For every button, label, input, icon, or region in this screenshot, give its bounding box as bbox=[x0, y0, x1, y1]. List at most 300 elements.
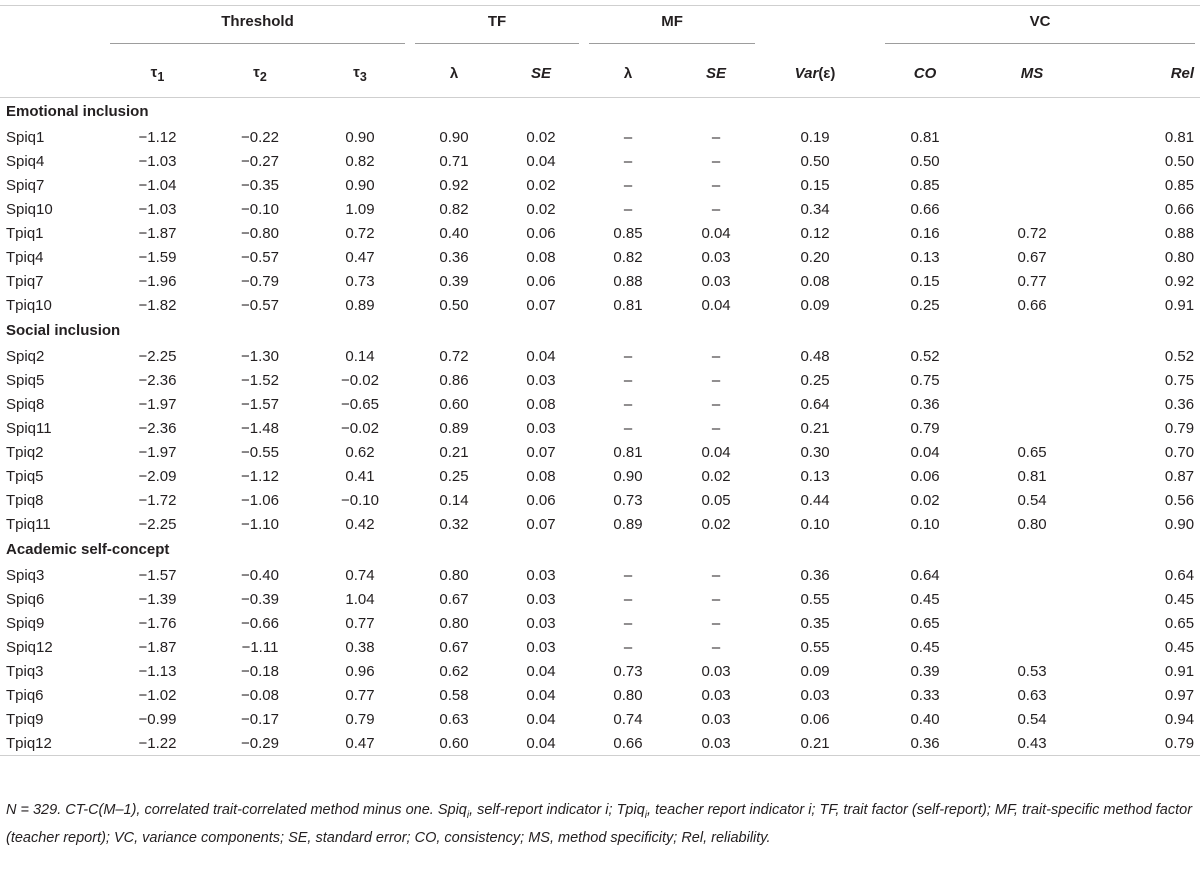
table-cell bbox=[980, 149, 1084, 173]
table-cell: −0.29 bbox=[210, 731, 310, 756]
table-cell: – bbox=[623, 152, 633, 170]
table-cell: 0.90 bbox=[345, 176, 375, 194]
table-cell: – bbox=[711, 347, 721, 365]
table-cell: 0.03 bbox=[672, 731, 760, 756]
row-label: Spiq2 bbox=[6, 347, 45, 365]
table-cell: −2.36 bbox=[138, 371, 177, 389]
table-cell: 0.72 bbox=[439, 347, 469, 365]
table-cell: – bbox=[623, 371, 633, 389]
row-label: Tpiq11 bbox=[6, 515, 51, 533]
table-cell: 0.04 bbox=[526, 686, 556, 704]
table-cell: 0.19 bbox=[800, 128, 830, 146]
table-cell: 0.21 bbox=[439, 443, 469, 461]
row-label: Spiq5 bbox=[6, 371, 45, 389]
row-label: Tpiq7 bbox=[6, 272, 44, 290]
row-label: Spiq7 bbox=[6, 176, 45, 194]
table-cell: – bbox=[623, 200, 633, 218]
row-label: Spiq8 bbox=[6, 395, 45, 413]
table-cell: 0.39 bbox=[910, 662, 940, 680]
table-cell: −0.55 bbox=[241, 443, 279, 461]
table-cell: 0.56 bbox=[1164, 491, 1195, 509]
table-cell: 0.16 bbox=[910, 224, 940, 242]
table-cell: 0.88 bbox=[613, 272, 643, 290]
tau1-header: $\tau_1$ bbox=[105, 50, 210, 98]
table-cell: 0.80 bbox=[1017, 515, 1047, 533]
row-label: Tpiq9 bbox=[6, 710, 44, 728]
table-cell bbox=[980, 344, 1084, 368]
table-cell: −0.80 bbox=[241, 224, 279, 242]
table-cell: 0.04 bbox=[526, 152, 556, 170]
table-cell: 0.03 bbox=[701, 710, 731, 728]
table-cell: −1.06 bbox=[241, 491, 279, 509]
co-header: CO bbox=[870, 50, 980, 98]
table-cell: – bbox=[623, 638, 633, 656]
table-cell: −1.87 bbox=[138, 224, 177, 242]
table-row bbox=[0, 683, 1200, 707]
table-cell: 0.04 bbox=[526, 347, 556, 365]
table-cell: −1.76 bbox=[138, 614, 177, 632]
table-cell: −0.35 bbox=[241, 176, 279, 194]
table-row bbox=[0, 173, 1200, 197]
table-cell: – bbox=[623, 590, 633, 608]
table-row bbox=[0, 368, 1200, 392]
table-cell: −1.30 bbox=[241, 347, 279, 365]
table-cell: 0.73 bbox=[613, 491, 643, 509]
table-cell: −1.57 bbox=[138, 566, 177, 584]
table-cell: 0.15 bbox=[800, 176, 830, 194]
table-cell: 0.81 bbox=[910, 128, 940, 146]
table-row bbox=[0, 464, 1200, 488]
table-cell: 0.21 bbox=[760, 731, 870, 756]
table-cell: 0.06 bbox=[526, 272, 556, 290]
table-row bbox=[0, 416, 1200, 440]
table-cell: 0.77 bbox=[345, 686, 375, 704]
table-cell: – bbox=[711, 566, 721, 584]
table-cell: −0.18 bbox=[241, 662, 279, 680]
table-cell: 0.03 bbox=[526, 590, 556, 608]
table-cell: 0.06 bbox=[800, 710, 830, 728]
table-row bbox=[0, 440, 1200, 464]
table-cell: – bbox=[711, 128, 721, 146]
table-cell: 0.64 bbox=[1164, 566, 1195, 584]
table-cell: 0.08 bbox=[526, 395, 556, 413]
tf-lambda-header: λ bbox=[410, 50, 498, 98]
table-cell: 0.34 bbox=[800, 200, 830, 218]
table-cell: 0.21 bbox=[800, 419, 830, 437]
table-cell: – bbox=[623, 347, 633, 365]
table-cell: 0.03 bbox=[526, 566, 556, 584]
table-cell: 0.04 bbox=[498, 731, 584, 756]
table-cell: −0.08 bbox=[241, 686, 279, 704]
table-cell: 0.60 bbox=[439, 395, 469, 413]
section-title: Emotional inclusion bbox=[6, 103, 149, 120]
table-cell: 0.96 bbox=[345, 662, 375, 680]
table-cell: 0.63 bbox=[1017, 686, 1047, 704]
table-cell bbox=[980, 125, 1084, 149]
table-cell: 0.06 bbox=[526, 224, 556, 242]
table-cell: 0.70 bbox=[1164, 443, 1195, 461]
table-cell: 0.08 bbox=[526, 248, 556, 266]
column-header-row bbox=[0, 50, 1200, 98]
table-cell: 0.80 bbox=[1164, 248, 1195, 266]
table-cell: 0.45 bbox=[910, 638, 940, 656]
table-cell: −1.10 bbox=[241, 515, 279, 533]
table-cell: 0.02 bbox=[526, 128, 556, 146]
mf-group-header: MF bbox=[584, 6, 760, 51]
table-cell: 0.36 bbox=[800, 566, 830, 584]
table-cell: 0.66 bbox=[910, 200, 940, 218]
table-cell: 0.36 bbox=[910, 395, 940, 413]
table-cell: 0.97 bbox=[1164, 686, 1195, 704]
section-title: Academic self-concept bbox=[6, 541, 170, 558]
table-cell: 0.90 bbox=[439, 128, 469, 146]
table-cell: – bbox=[711, 638, 721, 656]
table-row bbox=[0, 635, 1200, 659]
table-cell: 0.36 bbox=[1164, 395, 1195, 413]
row-label: Tpiq2 bbox=[6, 443, 44, 461]
table-cell: 0.91 bbox=[1164, 296, 1195, 314]
table-cell: 0.60 bbox=[410, 731, 498, 756]
table-cell: −1.22 bbox=[105, 731, 210, 756]
table-cell: 0.32 bbox=[439, 515, 469, 533]
table-row bbox=[0, 392, 1200, 416]
table-cell: 0.50 bbox=[1164, 152, 1195, 170]
table-cell: −0.79 bbox=[241, 272, 279, 290]
table-cell: 0.66 bbox=[1164, 200, 1195, 218]
table-cell: 0.25 bbox=[800, 371, 830, 389]
table-cell: 0.33 bbox=[910, 686, 940, 704]
tau2-header: $\tau_2$ bbox=[210, 50, 310, 98]
table-cell: 0.90 bbox=[345, 128, 375, 146]
table-cell: 0.92 bbox=[1164, 272, 1195, 290]
row-label: Tpiq3 bbox=[6, 662, 44, 680]
table-cell: −0.02 bbox=[341, 419, 379, 437]
table-cell: 0.67 bbox=[439, 638, 469, 656]
table-cell: 0.07 bbox=[526, 296, 556, 314]
table-cell: 0.04 bbox=[701, 443, 731, 461]
table-cell: 0.04 bbox=[701, 224, 731, 242]
table-cell: 0.89 bbox=[613, 515, 643, 533]
table-cell: 0.06 bbox=[910, 467, 940, 485]
table-cell: – bbox=[623, 419, 633, 437]
table-cell: −0.99 bbox=[138, 710, 177, 728]
row-label: Tpiq6 bbox=[6, 686, 44, 704]
table-cell: 0.90 bbox=[613, 467, 643, 485]
table-cell: 0.03 bbox=[701, 248, 731, 266]
table-row bbox=[0, 293, 1200, 317]
table-cell: 0.04 bbox=[701, 296, 731, 314]
table-cell: −2.25 bbox=[138, 515, 177, 533]
table-cell: – bbox=[623, 176, 633, 194]
section-header-row bbox=[0, 98, 1200, 126]
row-label: Spiq6 bbox=[6, 590, 45, 608]
row-label: Tpiq1 bbox=[6, 224, 44, 242]
table-cell: 0.06 bbox=[526, 491, 556, 509]
table-cell: 0.40 bbox=[910, 710, 940, 728]
table-cell bbox=[980, 197, 1084, 221]
table-cell: −0.02 bbox=[341, 371, 379, 389]
table-cell: −0.22 bbox=[241, 128, 279, 146]
table-row bbox=[0, 221, 1200, 245]
table-cell: 0.75 bbox=[1164, 371, 1195, 389]
table-row bbox=[0, 659, 1200, 683]
table-cell: −2.09 bbox=[138, 467, 177, 485]
table-cell: 0.02 bbox=[910, 491, 940, 509]
threshold-group-header: Threshold bbox=[105, 6, 410, 51]
table-cell: 0.85 bbox=[1164, 176, 1195, 194]
table-cell: 0.02 bbox=[526, 176, 556, 194]
table-cell: 0.48 bbox=[800, 347, 830, 365]
table-cell: 0.25 bbox=[439, 467, 469, 485]
table-cell: 0.35 bbox=[800, 614, 830, 632]
table-cell: 0.62 bbox=[345, 443, 375, 461]
table-cell: 0.89 bbox=[345, 296, 375, 314]
table-row bbox=[0, 245, 1200, 269]
table-cell: 0.85 bbox=[910, 176, 940, 194]
table-cell: 0.54 bbox=[1017, 710, 1047, 728]
table-cell: 0.52 bbox=[1164, 347, 1195, 365]
table-cell: 0.44 bbox=[800, 491, 830, 509]
table-cell: −2.36 bbox=[138, 419, 177, 437]
table-cell: 0.82 bbox=[345, 152, 375, 170]
table-cell: 0.79 bbox=[1164, 419, 1195, 437]
table-cell: 0.47 bbox=[310, 731, 410, 756]
table-cell: 0.55 bbox=[800, 638, 830, 656]
table-cell: 0.58 bbox=[439, 686, 469, 704]
table-cell: −1.02 bbox=[138, 686, 177, 704]
table-cell: 0.41 bbox=[345, 467, 375, 485]
table-cell: 0.66 bbox=[584, 731, 672, 756]
table-cell: −0.57 bbox=[241, 248, 279, 266]
vc-group-header: VC bbox=[870, 6, 1200, 51]
table-footnote: N = 329. CT-C(M–1), correlated trait-correlated method minus one. Spiq$_i$, self-report indicator i; Tpiq$_i$, teacher report indicator i; TF, trait factor (self-report); MF, trait-specific method factor (teacher report); VC, variance components; SE, standard error; CO, consistency; MS, method specificity; Rel, reliability. bbox=[6, 802, 1193, 846]
table-cell: 0.82 bbox=[613, 248, 643, 266]
table-cell: 1.04 bbox=[345, 590, 375, 608]
table-cell: 0.02 bbox=[701, 515, 731, 533]
table-cell: 0.30 bbox=[800, 443, 830, 461]
table-cell: 0.47 bbox=[345, 248, 375, 266]
table-cell: −0.17 bbox=[241, 710, 279, 728]
table-cell: – bbox=[711, 614, 721, 632]
table-cell: 0.53 bbox=[1017, 662, 1047, 680]
section-header-row bbox=[0, 536, 1200, 563]
row-label: Tpiq4 bbox=[6, 248, 44, 266]
table-cell: – bbox=[711, 200, 721, 218]
table-cell: 0.14 bbox=[345, 347, 375, 365]
table-cell: 0.74 bbox=[345, 566, 375, 584]
table-cell: −1.48 bbox=[241, 419, 279, 437]
table-cell: 0.03 bbox=[701, 662, 731, 680]
table-cell: – bbox=[711, 176, 721, 194]
table-cell: 0.85 bbox=[613, 224, 643, 242]
table-cell: 0.80 bbox=[439, 566, 469, 584]
table-cell: 0.40 bbox=[439, 224, 469, 242]
table-cell: 0.02 bbox=[526, 200, 556, 218]
table-cell: – bbox=[711, 371, 721, 389]
table-cell: 0.03 bbox=[526, 371, 556, 389]
table-cell: 0.73 bbox=[345, 272, 375, 290]
table-cell: 0.20 bbox=[800, 248, 830, 266]
table-cell: 0.12 bbox=[800, 224, 830, 242]
row-label: Spiq11 bbox=[6, 419, 52, 437]
table-row bbox=[0, 707, 1200, 731]
table-cell: 0.77 bbox=[1017, 272, 1047, 290]
table-cell: 0.07 bbox=[526, 443, 556, 461]
table-cell: −0.40 bbox=[241, 566, 279, 584]
table-cell: −0.10 bbox=[241, 200, 279, 218]
section-header-row bbox=[0, 317, 1200, 344]
table-row bbox=[0, 488, 1200, 512]
table-cell: 0.50 bbox=[800, 152, 830, 170]
table-cell: 0.14 bbox=[439, 491, 469, 509]
table-cell: 0.88 bbox=[1164, 224, 1195, 242]
table-cell: 0.82 bbox=[439, 200, 469, 218]
table-cell: 0.38 bbox=[345, 638, 375, 656]
table-cell: 0.39 bbox=[439, 272, 469, 290]
table-cell: 0.04 bbox=[910, 443, 940, 461]
table-cell: 0.80 bbox=[613, 686, 643, 704]
tf-group-header: TF bbox=[410, 6, 584, 51]
table-cell: −1.03 bbox=[138, 152, 177, 170]
table-cell: 0.89 bbox=[439, 419, 469, 437]
table-row bbox=[0, 125, 1200, 149]
results-table bbox=[0, 5, 1200, 756]
row-label: Spiq3 bbox=[6, 566, 45, 584]
table-cell: 0.79 bbox=[910, 419, 940, 437]
table-cell: 0.77 bbox=[345, 614, 375, 632]
table-cell: 0.45 bbox=[1164, 590, 1195, 608]
table-cell: – bbox=[623, 128, 633, 146]
table-cell: −0.65 bbox=[341, 395, 379, 413]
table-cell: 0.43 bbox=[980, 731, 1084, 756]
table-cell: 0.09 bbox=[800, 296, 830, 314]
table-cell: 0.81 bbox=[613, 443, 643, 461]
table-cell bbox=[980, 611, 1084, 635]
table-cell: −1.59 bbox=[138, 248, 177, 266]
table-cell: −1.97 bbox=[138, 443, 177, 461]
table-cell: 0.45 bbox=[910, 590, 940, 608]
table-cell: −0.66 bbox=[241, 614, 279, 632]
table-row bbox=[0, 149, 1200, 173]
table-cell bbox=[980, 368, 1084, 392]
table-cell: 0.80 bbox=[439, 614, 469, 632]
table-cell: 0.50 bbox=[439, 296, 469, 314]
table-cell: 0.75 bbox=[910, 371, 940, 389]
table-cell: – bbox=[711, 590, 721, 608]
group-header-row bbox=[0, 6, 1200, 51]
table-cell: 0.02 bbox=[701, 467, 731, 485]
table-cell: 0.03 bbox=[526, 638, 556, 656]
table-cell: 1.09 bbox=[345, 200, 375, 218]
table-cell: −1.96 bbox=[138, 272, 177, 290]
table-cell: 0.63 bbox=[439, 710, 469, 728]
table-cell: −0.10 bbox=[341, 491, 379, 509]
table-cell: 0.54 bbox=[1017, 491, 1047, 509]
table-cell: 0.10 bbox=[910, 515, 940, 533]
table-cell: 0.79 bbox=[1084, 731, 1200, 756]
table-cell: 0.04 bbox=[526, 662, 556, 680]
mf-lambda-header: λ bbox=[584, 50, 672, 98]
table-row bbox=[0, 731, 1200, 756]
table-cell: 0.92 bbox=[439, 176, 469, 194]
table-cell: 0.74 bbox=[613, 710, 643, 728]
table-cell: −0.27 bbox=[241, 152, 279, 170]
table-cell: 0.71 bbox=[439, 152, 469, 170]
table-cell: 0.10 bbox=[800, 515, 830, 533]
table-cell bbox=[980, 416, 1084, 440]
table-cell: 0.67 bbox=[439, 590, 469, 608]
row-label: Spiq10 bbox=[6, 200, 53, 218]
row-label: Spiq12 bbox=[6, 638, 53, 656]
table-cell bbox=[980, 635, 1084, 659]
table-cell: 0.52 bbox=[910, 347, 940, 365]
table-cell: 0.05 bbox=[701, 491, 731, 509]
tau3-header: $\tau_3$ bbox=[310, 50, 410, 98]
row-label: Tpiq5 bbox=[6, 467, 44, 485]
table-cell: 0.15 bbox=[910, 272, 940, 290]
table-cell: 0.65 bbox=[1017, 443, 1047, 461]
row-label: Tpiq8 bbox=[6, 491, 44, 509]
table-cell: 0.91 bbox=[1164, 662, 1195, 680]
table-cell: 0.03 bbox=[701, 272, 731, 290]
table-cell: 0.72 bbox=[345, 224, 375, 242]
table-cell: 0.72 bbox=[1017, 224, 1047, 242]
table-row bbox=[0, 563, 1200, 587]
table-cell: 0.86 bbox=[439, 371, 469, 389]
table-cell: 0.25 bbox=[910, 296, 940, 314]
table-cell: 0.13 bbox=[910, 248, 940, 266]
table-cell bbox=[980, 392, 1084, 416]
table-row bbox=[0, 587, 1200, 611]
row-label: Spiq4 bbox=[6, 152, 45, 170]
table-cell: 0.50 bbox=[910, 152, 940, 170]
table-cell: −1.03 bbox=[138, 200, 177, 218]
table-cell bbox=[980, 173, 1084, 197]
table-cell: 0.73 bbox=[613, 662, 643, 680]
table-cell: – bbox=[623, 395, 633, 413]
table-cell: – bbox=[711, 152, 721, 170]
table-cell: −1.97 bbox=[138, 395, 177, 413]
table-cell: 0.07 bbox=[526, 515, 556, 533]
table-cell: −0.39 bbox=[241, 590, 279, 608]
table-row bbox=[0, 611, 1200, 635]
table-cell: 0.03 bbox=[526, 419, 556, 437]
table-cell bbox=[980, 563, 1084, 587]
row-label: Tpiq12 bbox=[0, 731, 105, 756]
row-label: Tpiq10 bbox=[6, 296, 52, 314]
mf-se-header: SE bbox=[672, 50, 760, 98]
ms-header: MS bbox=[980, 50, 1084, 98]
table-cell: −1.13 bbox=[138, 662, 177, 680]
table-cell: −1.82 bbox=[138, 296, 177, 314]
table-cell: 0.65 bbox=[1164, 614, 1195, 632]
table-row bbox=[0, 269, 1200, 293]
table-cell: – bbox=[711, 419, 721, 437]
table-row bbox=[0, 512, 1200, 536]
table-cell: −2.25 bbox=[138, 347, 177, 365]
table-cell: 0.55 bbox=[800, 590, 830, 608]
row-label: Spiq1 bbox=[6, 128, 45, 146]
table-cell: 0.08 bbox=[800, 272, 830, 290]
table-cell: 0.62 bbox=[439, 662, 469, 680]
table-cell: −1.57 bbox=[241, 395, 279, 413]
table-cell: 0.36 bbox=[870, 731, 980, 756]
table-cell: −1.87 bbox=[138, 638, 177, 656]
table-cell: 0.03 bbox=[526, 614, 556, 632]
table-cell: 0.13 bbox=[800, 467, 830, 485]
table-cell: 0.64 bbox=[800, 395, 830, 413]
table-body bbox=[0, 98, 1200, 756]
